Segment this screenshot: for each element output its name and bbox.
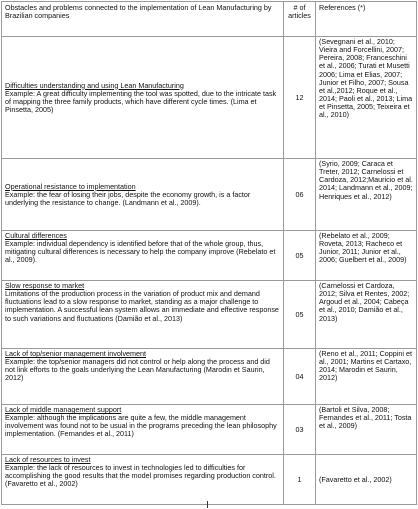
table-row xyxy=(2,455,417,505)
references: (Carnelossi et Cardoza, 2012; Silva et Rentes, 2002; Argoud et al., 2004; Cabeça et al., 2010; Damião et al., 2013) xyxy=(319,281,410,323)
table-row xyxy=(2,37,417,159)
obstacle-cell xyxy=(2,405,284,455)
obstacles-table xyxy=(1,1,417,505)
obstacle-cell xyxy=(2,37,284,159)
obstacle-cell xyxy=(2,281,284,349)
header-row xyxy=(2,2,417,37)
references-cell xyxy=(316,281,417,349)
table-row xyxy=(2,159,417,231)
obstacle-title: Operational resistance to implementation xyxy=(5,181,136,191)
references-cell xyxy=(316,231,417,281)
references: (Syrio, 2009; Caraca et Treter, 2012; Carnelossi et Cardoza, 2012;Mauricio et al. 2014; Landmann et al., 2009; Henriques et al., 2012) xyxy=(319,159,413,201)
obstacle-cell xyxy=(2,159,284,231)
header-references: References (*) xyxy=(316,2,417,37)
references: (Sevegnani et al., 2010; Vieira and Forcellini, 2007; Pereira, 2008; Franceschini et al., 2006; Turati et Musetti 2006; Lima et Elias, 2007; Junior et Filho, 2007; Sousa et al.,2012; Roque et al., 2014; Paoli et al., 2013; Lima et Pinsetta, 2005; Teixeira et al., 2010) xyxy=(319,37,413,120)
obstacle-example: Limitations of the production process in the variation of product mix and demand fluctuations lead to a slow response to market, standing as a major challenge to implementation. A successful lean system allows an immediate and effective response to such variations and fluctuations (Damião et al., 2013) xyxy=(5,289,279,323)
article-count: 1 xyxy=(284,455,316,505)
obstacle-example: Example: A great difficulty implementing the tool was spotted, due to the intricate task of mapping the three family products, which have different cycle times. (Lima et Pinsetta, 2005) xyxy=(5,88,277,115)
references-cell xyxy=(316,455,417,505)
article-count: 06 xyxy=(284,159,316,231)
article-count: 03 xyxy=(284,405,316,455)
article-count: 12 xyxy=(284,37,316,159)
references-cell xyxy=(316,405,417,455)
references: (Rebelato et al., 2009; Roveta, 2013; Racheco et Junior, 2011; Junior et al., 2006; Guelbert et al., 2009) xyxy=(319,231,407,265)
obstacle-example: Example: although the implications are quite a few, the middle management involvement was found not to be usual in the programs preceding the lean philosophy implementation. (Fernandes et al., 2011) xyxy=(5,413,277,439)
header-obstacles: Obstacles and problems connected to the implementation of Lean Manufacturing by Brazilian companies xyxy=(2,2,284,37)
text-cursor-mark xyxy=(207,501,208,508)
header-article-count: # of articles xyxy=(284,2,316,37)
obstacle-title: Slow response to market xyxy=(5,281,85,290)
references: (Favaretto et al., 2002) xyxy=(319,474,392,484)
article-count: 04 xyxy=(284,349,316,405)
references-cell xyxy=(316,349,417,405)
obstacle-example: Example: the top/senior managers did not control or help along the process and did not link efforts to the goals underlying the Lean Manufacturing (Marodin et Saurin, 2012) xyxy=(5,357,270,383)
table-row xyxy=(2,405,417,455)
table-row xyxy=(2,281,417,349)
article-count: 05 xyxy=(284,231,316,281)
obstacle-cell xyxy=(2,231,284,281)
references-cell xyxy=(316,159,417,231)
obstacle-title: Cultural differences xyxy=(5,231,67,240)
obstacle-title: Lack of middle management support xyxy=(5,405,122,414)
table-row xyxy=(2,349,417,405)
references: (Reno et al., 2011; Coppini et al., 2001; Martins et Cartaxo, 2014; Marodin et Saurin, 2012) xyxy=(319,349,412,383)
obstacle-example: Example: individual dependency is identified before that of the whole group, thus, mitigating cultural differences is necessary to help the company improve (Rebelato et al., 2009). xyxy=(5,239,276,265)
table-row xyxy=(2,231,417,281)
references-cell xyxy=(316,37,417,159)
obstacle-example: Example: the lack of resources to invest in technologies led to difficulties for accomplishing the good results that the model promises regarding production control. (Favaretto et al., 2002) xyxy=(5,463,276,489)
obstacle-cell xyxy=(2,349,284,405)
article-count: 05 xyxy=(284,281,316,349)
obstacle-title: Difficulties understanding and using Lean Manufacturing xyxy=(5,80,184,90)
obstacle-title: Lack of resources to invest xyxy=(5,455,91,464)
references: (Bartoli et Silva, 2008; Fernandes et al., 2011; Tosta et al., 2009) xyxy=(319,405,412,431)
obstacle-title: Lack of top/senior management involvement xyxy=(5,349,147,358)
obstacle-example: Example: the fear of losing their jobs, despite the economy growth, is a factor underlying the resistance to change. (Landmann et al., 2009). xyxy=(5,189,251,208)
obstacle-cell xyxy=(2,455,284,505)
